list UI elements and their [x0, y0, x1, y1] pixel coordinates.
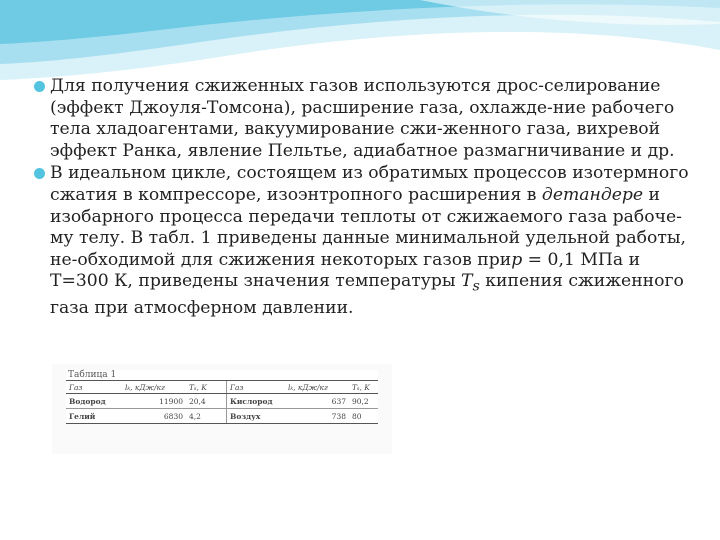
table-header-row — [66, 381, 378, 394]
table-header-work: lₖ, кДж/кг — [285, 381, 349, 394]
table-cell: Гелий — [66, 409, 122, 424]
table-cell: Кислород — [227, 394, 286, 409]
table-header-work: lₖ, кДж/кг — [122, 381, 186, 394]
bullet-text-2-italic-T: T — [461, 271, 473, 292]
table-header-temp: Tₛ, K — [186, 381, 227, 394]
table-cell: 6830 — [122, 409, 186, 424]
bullet-text-2-italic-p: р — [511, 249, 523, 270]
bullet-item-2 — [34, 163, 694, 320]
table-header-temp: Tₛ, K — [349, 381, 378, 394]
table-image — [66, 370, 378, 424]
bullet-marker-icon — [34, 168, 45, 179]
table-cell: 11900 — [122, 394, 186, 409]
table-cell: Воздух — [227, 409, 286, 424]
bullet-text-1: Для получения сжиженных газов используются дрос-селирование (эффект Джоуля-Томсона), расширение газа, охлажде-ние рабочего тела хладоагентами, вакуумирование сжи-женного газа, вихревой эффект Ранка, явление Пельтье, адиабатное размагничивание и др. — [50, 76, 675, 161]
table-cell: Водород — [66, 394, 122, 409]
table-cell: 637 — [285, 394, 349, 409]
table-cell: 90,2 — [349, 394, 378, 409]
table-cell: 4,2 — [186, 409, 227, 424]
table-row — [66, 409, 378, 424]
table-cell: 20,4 — [186, 394, 227, 409]
table-caption: Таблица 1 — [68, 370, 117, 380]
table-header-gas: Газ — [227, 381, 286, 394]
bullet-list — [34, 76, 694, 320]
bullet-item-1 — [34, 76, 694, 162]
bullet-text-2a: В идеальном цикле, состоящем из обратимых процессов изотермного сжатия в компрессоре, изоэнтропного расширения в — [50, 163, 689, 205]
bullet-text-2b: и изобарного процесса передачи теплоты от сжижаемого газа рабоче-му телу. В табл. 1 приведены данные минимальной удельной работы, не-обходимой для сжижения некоторых газов при — [50, 184, 687, 270]
table-cell: 80 — [349, 409, 378, 424]
bullet-text-2-italic-detander: детандере — [541, 184, 644, 205]
table-cell: 738 — [285, 409, 349, 424]
bullet-text-2c: = 0,1 МПа и Т=300 К, приведены значения температуры — [50, 249, 641, 292]
data-table — [66, 380, 378, 424]
table-header-gas: Газ — [66, 381, 122, 394]
bullet-text-2d: кипения сжиженного газа при атмосферном давлении. — [50, 271, 684, 319]
table-row — [66, 394, 378, 409]
bullet-marker-icon — [34, 81, 45, 92]
bullet-text-2-subscript-s: s — [472, 278, 480, 295]
